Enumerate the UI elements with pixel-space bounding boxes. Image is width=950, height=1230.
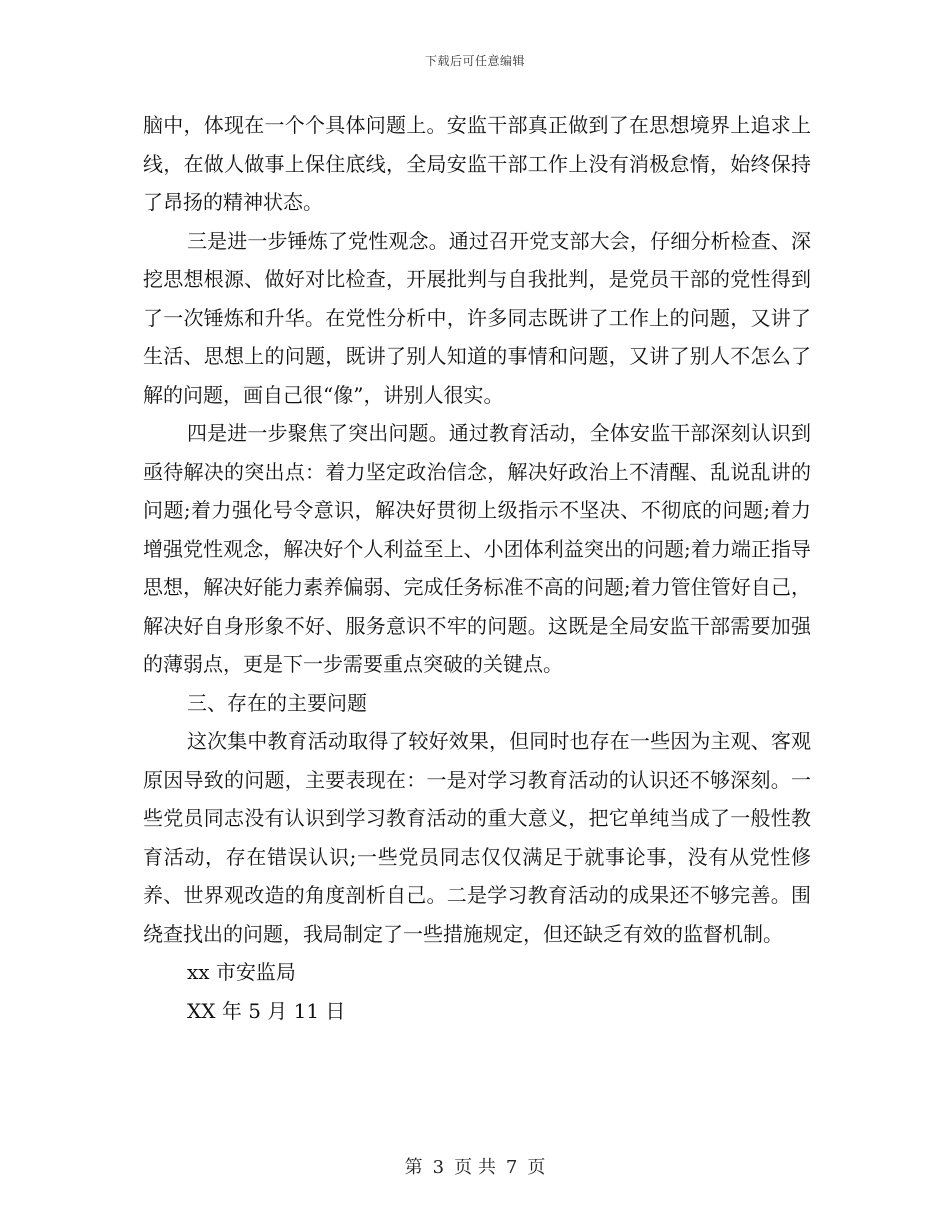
page-current: 3 [432,1157,445,1178]
header-note: 下载后可任意编辑 [424,54,525,68]
paragraph-party-spirit: 三是进一步锤炼了党性观念。通过召开党支部大会，仔细分析检查、深挖思想根源、做好对比检查，开展批判与自我批判，是党员干部的党性得到了一次锤炼和升华。在党性分析中，许多同志既讲了工作上的问题，又讲了生活、思想上的问题，既讲了别人知道的事情和问题，又讲了别人不怎么了解的问题，画自己很“像”，讲别人很实。 [143,228,811,407]
page-label-suffix: 页 [527,1157,546,1178]
section-heading: 三、存在的主要问题 [187,690,367,715]
page-total: 7 [505,1157,518,1178]
paragraph-continuation: 脑中，体现在一个个具体问题上。安监干部真正做到了在思想境界上追求上线，在做人做事上保住底线，全局安监干部工作上没有消极怠惰，始终保持了昂扬的精神状态。 [143,113,811,214]
signature-org: xx 市安监局 [187,960,296,984]
signature-date: XX 年 5 月 11 日 [187,998,346,1023]
paragraph-focus-issues: 四是进一步聚焦了突出问题。通过教育活动，全体安监干部深刻认识到亟待解决的突出点：着力坚定政治信念，解决好政治上不清醒、乱说乱讲的问题;着力强化号令意识，解决好贯彻上级指示不坚决、不彻底的问题;着力增强党性观念，解决好个人利益至上、小团体利益突出的问题;着力端正指导思想，解决好能力素养偏弱、完成任务标准不高的问题;着力管住管好自己，解决好自身形象不好、服务意识不牢的问题。这既是全局安监干部需要加强的薄弱点，更是下一步需要重点突破的关键点。 [143,421,811,676]
paragraph-main-problems: 这次集中教育活动取得了较好效果，但同时也存在一些因为主观、客观原因导致的问题，主要表现在：一是对学习教育活动的认识还不够深刻。一些党员同志没有认识到学习教育活动的重大意义，把它单纯当成了一般性教育活动，存在错误认识;一些党员同志仅仅满足于就事论事，没有从党性修养、世界观改造的角度剖析自己。二是学习教育活动的成果还不够完善。围绕查找出的问题，我局制定了一些措施规定，但还缺乏有效的监督机制。 [143,729,811,946]
document-body [143,106,811,1030]
page-label-prefix: 第 [404,1157,423,1178]
page-label-mid: 页 共 [454,1157,496,1178]
page-number [0,1153,950,1179]
